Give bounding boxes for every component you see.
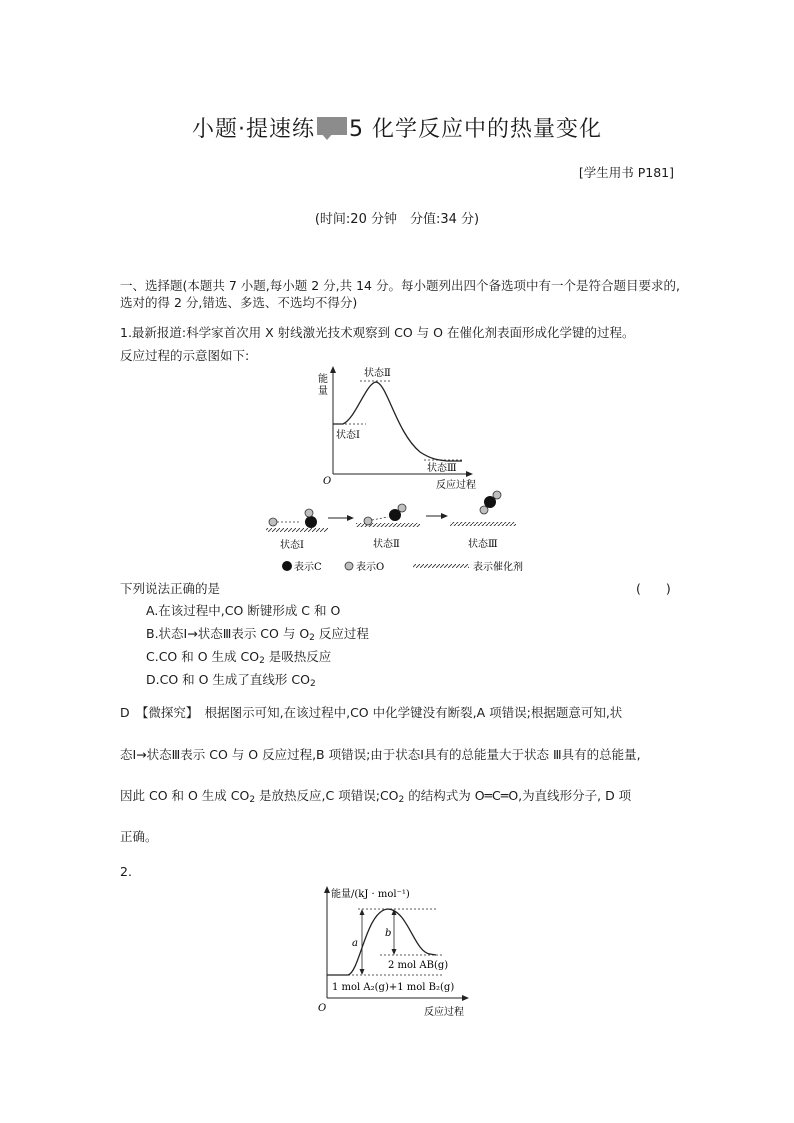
q1-option-b-subscript: 2: [309, 633, 315, 643]
q1-answer-line4: 正确。: [120, 829, 158, 844]
q2-origin: O: [318, 1003, 327, 1014]
o-atom-bound-2: [398, 504, 406, 512]
q1-y-label-1: 能: [318, 374, 328, 385]
q2-y-axis-arrow: [324, 886, 330, 893]
q2-x-label: 反应过程: [424, 1007, 464, 1018]
q1-option-b[interactable]: [146, 625, 369, 642]
legend-o-label: 表示O: [356, 562, 385, 573]
q1-origin: O: [323, 476, 332, 487]
legend-catalyst-marker: [413, 564, 469, 568]
o-atom-free: [269, 518, 277, 526]
q1-option-d-subscript: 2: [309, 679, 316, 689]
process-arrow-2-head: [441, 513, 448, 519]
q1-answer-line2: 态Ⅰ→状态Ⅲ表示 CO 与 O 反应过程,B 项错误;由于状态Ⅰ具有的总能量大于状态 Ⅲ具有的总能量,: [120, 747, 641, 762]
q1-stem-line1: 1.最新报道:科学家首次用 X 射线激光技术观察到 CO 与 O 在催化剂表面形成化学键的过程。: [120, 325, 635, 340]
c-atom-1: [305, 516, 317, 528]
catalyst-surface-1: [266, 528, 328, 532]
q1-answer-line1: D 【微探究】 根据图示可知,在该过程中,CO 中化学键没有断裂,A 项错误;根据题意可知,状: [120, 705, 623, 720]
page-reference: [学生用书 P181]: [578, 165, 674, 180]
q1-option-d[interactable]: [146, 671, 316, 688]
motion-dash-2: [372, 517, 388, 520]
q1-schematic-state3: 状态Ⅲ: [468, 539, 498, 550]
q1-curve-state2: 状态Ⅱ: [364, 368, 391, 379]
q1-schematic-state2: 状态Ⅱ: [373, 539, 400, 550]
q1-ask: 下列说法正确的是: [120, 581, 221, 596]
q2-label-b: b: [385, 928, 392, 939]
q1-curve-state1: 状态Ⅰ: [336, 430, 360, 441]
q1-answer-blank: ( ): [636, 581, 671, 596]
q1-answer-line3-c: 的结构式为 O═C═O,为直线形分子, D 项: [404, 788, 632, 803]
title-part2: 5 化学反应中的热量变化: [349, 117, 602, 142]
o-atom-product-1: [480, 506, 488, 514]
q2-arrow-a-bottom: [360, 969, 365, 975]
q1-option-c-text: C.CO 和 O 生成 CO: [146, 649, 260, 664]
process-arrow-1-head: [347, 515, 354, 521]
q1-answer-line3-sub1: 2: [249, 795, 256, 805]
q1-option-b-text-end: 反应过程: [314, 626, 369, 641]
legend-catalyst-label: 表示催化剂: [473, 562, 523, 573]
q2-arrow-a-top: [360, 909, 365, 915]
q2-number: 2.: [120, 864, 132, 879]
q1-option-c[interactable]: [146, 648, 331, 665]
section-heading: 一、选择题(本题共 7 小题,每小题 2 分,共 14 分。每小题列出四个备选项中有一个是符合题目要求的,选对的得 2 分,错选、多选、不选均不得分): [120, 278, 680, 310]
q2-figure: [314, 880, 484, 1020]
q1-option-a-text: A.在该过程中,CO 断键形成 C 和 O: [146, 603, 341, 618]
q2-arrow-b-bottom: [392, 949, 397, 955]
q2-x-axis-arrow: [462, 995, 469, 1001]
time-score-info: (时间:20 分钟 分值:34 分): [314, 212, 480, 227]
q1-x-axis-arrow: [466, 471, 473, 477]
q1-answer-line3-sub2: 2: [398, 795, 405, 805]
page-title: [0, 112, 794, 143]
legend-c-label: 表示C: [294, 562, 322, 573]
o-atom-product-2: [493, 491, 501, 499]
q1-option-d-text: D.CO 和 O 生成了直线形 CO: [146, 672, 310, 687]
q1-stem-line2: 反应过程的示意图如下:: [120, 348, 250, 363]
q1-answer-line3-b: 是放热反应,C 项错误;CO: [255, 788, 399, 803]
o-atom-bound-1: [305, 509, 313, 517]
q1-option-a[interactable]: [146, 602, 340, 619]
q1-schematic-state1: 状态Ⅰ: [280, 540, 304, 551]
q1-y-label-2: 量: [318, 386, 328, 397]
q1-option-c-text-end: 是吸热反应: [264, 649, 332, 664]
q2-y-label: 能量/(kJ · mol⁻¹): [331, 889, 410, 900]
q2-label-a: a: [352, 938, 358, 949]
q1-option-b-text: B.状态Ⅰ→状态Ⅲ表示 CO 与 O: [146, 626, 310, 641]
legend-c-marker: [282, 561, 292, 571]
q1-y-axis-arrow: [330, 366, 336, 373]
q1-energy-curve: [333, 382, 462, 461]
q1-figure: [260, 362, 560, 574]
q1-curve-state3: 状态Ⅲ: [427, 463, 457, 474]
q1-answer-line3-a: 因此 CO 和 O 生成 CO: [120, 788, 250, 803]
legend-o-marker: [345, 562, 353, 570]
q1-option-c-subscript: 2: [259, 656, 265, 666]
o-atom-approach: [364, 517, 372, 525]
speech-bubble-icon: [317, 117, 347, 139]
q2-product-label: 2 mol AB(g): [388, 960, 449, 971]
title-part1: 小题·提速练: [192, 117, 315, 142]
catalyst-surface-3: [450, 522, 516, 526]
q1-answer-line3: [120, 786, 690, 804]
q1-x-label: 反应过程: [436, 480, 476, 491]
q2-reactant-label: 1 mol A₂(g)+1 mol B₂(g): [332, 982, 455, 993]
